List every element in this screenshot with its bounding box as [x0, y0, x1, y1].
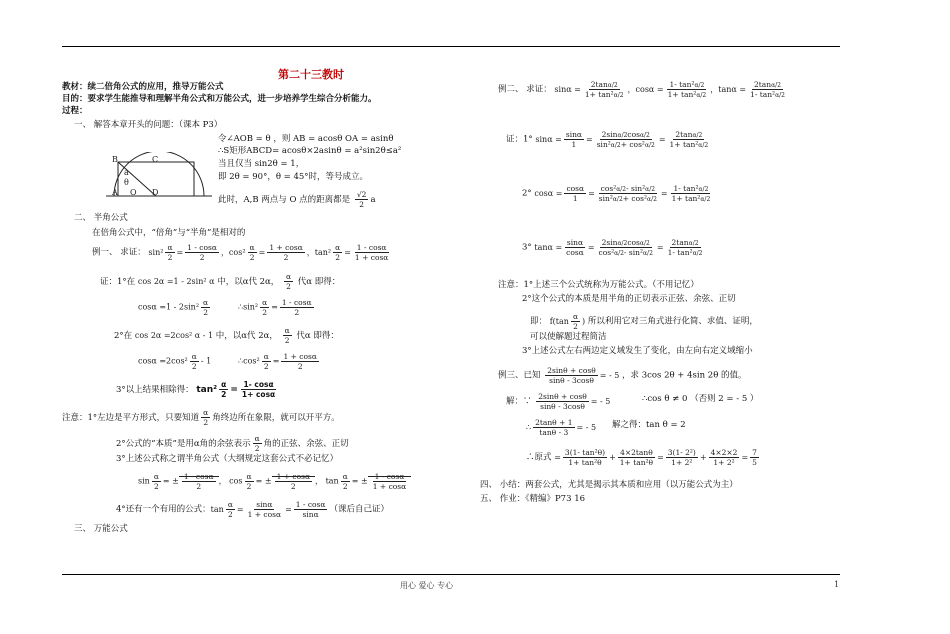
proof1-c: 代α 即得：: [297, 277, 341, 287]
proof2-result: cosα =2cos² $\frac{\alpha}{2}$ - 1: [138, 352, 212, 371]
proof3-formula: tan² $\frac{\alpha}{2}$ = $\frac{1- \cos\alpha}{1+ \cos\alpha}$: [196, 380, 276, 399]
uproof2-label: 2°: [522, 188, 532, 199]
unote2b-a: 即：: [530, 316, 548, 327]
example3-row: [498, 366, 747, 385]
solution-line-2: ∴S矩形ABCD= acosθ×2asinθ = a²sin2θ≤a²: [218, 146, 402, 156]
uproof1-label: 证：1°: [506, 134, 533, 145]
page-title: 第二十三教时: [278, 68, 344, 81]
distance-unit: a: [370, 195, 376, 205]
unote3: 3°上述公式左右两边定义域发生了变化，由左向右定义域缩小: [522, 346, 753, 356]
orig-formula: = $\frac{\text{3(1- tan²θ)}}{\text{1+ tan²θ}}$ + $\frac{4\times 2\tan\theta}{\text{1+ tan²θ}}$ = $\frac{\text{3(1- 2²)}}{\text{1+ 2²}}$ + $\frac{4\times 2\times 2}{\text{1+ 2²}}$ = $\frac{7}{5}$: [554, 448, 757, 467]
label-B: B: [112, 155, 118, 164]
note1-row: 注意：1°左边是平方形式，只要知道 $\frac{\alpha}{2}$ 角终边所在象限，就可以开平方。: [62, 408, 340, 427]
example2-row: [498, 80, 789, 99]
section2-intro: 在倍角公式中，“倍角”与“半角”是相对的: [92, 228, 246, 238]
proof1-result: cosα =1 - 2sin² $\frac{\alpha}{2}$: [138, 298, 209, 317]
solution-line-5: [218, 190, 376, 209]
page-number: 1: [834, 580, 840, 589]
solve2-formula: ∴ $\frac{2\tan\theta + 1}{\tan\theta - 3}$ = - 5: [526, 418, 597, 437]
solve2-result: 解之得：tan θ = 2: [612, 420, 686, 430]
solution-line-4: 即 2θ = 90°，θ = 45°时，等号成立。: [218, 172, 369, 182]
unote2b-row: [530, 312, 758, 331]
section1-heading: 一、 解答本章开头的问题：（课本 P3）: [74, 120, 223, 130]
distance-den: 2: [359, 200, 365, 209]
example1-row: [92, 243, 392, 262]
solution-line-3: 当且仅当 sin2θ = 1，: [218, 159, 305, 169]
section3-heading: 三、 万能公式: [74, 524, 128, 534]
proof3-row: [116, 380, 279, 399]
example3-a: 例三、已知: [498, 370, 541, 381]
example3-given: $\frac{2\sin\theta + \cos\theta}{\sin\theta - 3\cos\theta}$ = - 5: [547, 366, 620, 385]
note1-b: 角终边所在象限，就可以开平方。: [212, 413, 340, 423]
proof1-half: $\frac{\alpha}{2}$: [286, 272, 292, 291]
bottom-rule: [62, 574, 840, 575]
note2-a: 2°公式的“本质”是用α角的余弦表示: [116, 439, 251, 449]
universal-formulas: sinα = $\frac{2\tan\alpha/2}{\text{1+ tan²α/2}}$ ，cosα = $\frac{\text{1- tan²α/2}}{\text{1+ tan²α/2}}$ ，tanα = $\frac{2\tan\alpha/2}{\text{1- tan²α/2}}$: [554, 80, 785, 99]
solve-formula: $\frac{2\sin\theta + \cos\theta}{\sin\theta - 3\cos\theta}$ = - 5: [538, 392, 611, 411]
solution-line-1: 令∠AOB = θ ，则 AB = acosθ OA = asinθ: [218, 134, 394, 144]
note4-formula: tan $\frac{\alpha}{2}$ = $\frac{\sin\alpha}{1 + \cos\alpha}$ = $\frac{1 - \cos\alpha}{\sin\alpha}$: [210, 500, 326, 519]
proof2-b: 中，以α代 2α，: [215, 331, 278, 341]
note3-row: 3°上述公式称之谓半角公式（大纲规定这套公式不必记忆）: [116, 454, 339, 464]
proof2-row: [114, 326, 339, 345]
proof3-label: 3°以上结果相除得：: [116, 385, 194, 395]
proof1-conclusion: ∴sin² $\frac{\alpha}{2}$ = $\frac{1 - \cos\alpha}{2}$: [238, 298, 312, 317]
note4-row: [116, 500, 389, 519]
note4-label: 4°还有一个有用的公式：: [116, 504, 211, 515]
label-A: A: [112, 188, 118, 197]
solve-row: [506, 392, 610, 411]
solve2-row: [526, 418, 596, 437]
proof2-conclusion: ∴cos² $\frac{\alpha}{2}$ = $\frac{1 + \cos\alpha}{2}$: [238, 352, 317, 371]
orig-label: ∴原式: [526, 452, 552, 463]
label-D: D: [152, 188, 159, 197]
note1-a: 注意：1°左边是平方形式，只要知道: [62, 413, 200, 423]
unote2: 2°这个公式的本质是用半角的正切表示正弦、余弦、正切: [522, 294, 736, 304]
proof2-a: 2°在: [114, 331, 133, 341]
label-theta: θ: [124, 178, 129, 187]
note4-tail: （课后自己证）: [329, 504, 389, 515]
top-rule: [62, 46, 840, 47]
semicircle-diagram: [104, 152, 214, 202]
proof2-c: 代α 即得：: [296, 331, 339, 341]
distance-text: 此时，A,B 两点与 O 点的距离都是: [218, 195, 351, 205]
example1-label: 例一、 求证：: [92, 247, 146, 258]
proof2-formula: cos 2α =2cos² α - 1: [134, 331, 214, 340]
distance-fraction: [355, 190, 369, 209]
solve-cos-row: ∴cos θ ≠ 0 （否则 2 = - 5 ）: [642, 394, 759, 404]
summary: 四、 小结：两套公式，尤其是揭示其本质和应用（以万能公式为主）: [480, 480, 738, 490]
label-C: C: [152, 155, 159, 164]
section2-heading: 二、 半角公式: [74, 213, 128, 223]
solve-label: 解：∵: [506, 396, 532, 407]
unote2b-b: 所以利用它对三角式进行化简、求值、证明，: [587, 316, 758, 327]
uproof3-row: [522, 238, 707, 257]
footer-text: 用心 爱心 专心: [400, 581, 454, 590]
purpose-line: 目的：要求学生能推导和理解半角公式和万能公式，进一步培养学生综合分析能力。: [62, 94, 377, 104]
orig-row: [526, 448, 761, 467]
proof1-formula: cos 2α =1 - 2sin² α: [137, 277, 215, 286]
uproof3-formula: tanα = $\frac{\sin\alpha}{\cos\alpha}$ = $\frac{2\sin\alpha/2\cos\alpha/2}{\text{cos²α/2- sin²α/2}}$ = $\frac{2\tan\alpha/2}{\text{1- tan²α/2}}$: [534, 238, 703, 257]
material-line: 教材：续二倍角公式的应用，推导万能公式: [62, 82, 224, 92]
note2-row: 2°公式的“本质”是用α角的余弦表示 $\frac{\alpha}{2}$ 角的正弦、余弦、正切: [116, 434, 349, 453]
process-line: 过程：: [62, 106, 88, 116]
uproof2-row: [522, 184, 714, 203]
unote2b-formula: f(tan $\frac{\alpha}{2}$ ): [549, 312, 586, 331]
homework: 五、 作业：《精编》P73 16: [480, 494, 586, 504]
example3-b: ，求 3cos 2θ + 4sin 2θ 的值。: [622, 370, 747, 381]
label-a: a: [124, 168, 129, 177]
note2-b: 角的正弦、余弦、正切: [263, 439, 349, 449]
uproof3-label: 3°: [522, 242, 532, 253]
unote1: 注意：1°上述三个公式统称为万能公式。（不用记忆）: [498, 280, 699, 290]
unote2c: 可以使解题过程简洁: [530, 332, 607, 342]
half-angle-formulas: sin² $\frac{\alpha}{2}$ = $\frac{1 - \cos\alpha}{2}$ ，cos² $\frac{\alpha}{2}$ = $\frac{1 + \cos\alpha}{2}$ ，tan² $\frac{\alpha}{2}$ = $\frac{1 - \cos\alpha}{1 + \cos\alpha}$: [148, 243, 389, 262]
example2-label: 例二、 求证：: [498, 84, 552, 95]
uproof1-row: [506, 130, 712, 149]
label-O: O: [130, 188, 137, 197]
half-angle-roots: sin $\frac{\alpha}{2}$ = ± $\frac{1 - \cos\alpha}{2}$ ， cos $\frac{\alpha}{2}$ = ± $\frac{1 + \cos\alpha}{2}$ ， tan $\frac{\alpha}{2}$ = ± $\frac{1 - \cos\alpha}{1 + \cos\alpha}$: [138, 472, 411, 491]
proof1-row: [100, 272, 340, 291]
proof2-half: $\frac{\alpha}{2}$: [284, 326, 290, 345]
proof1-a: 证：1°在: [100, 277, 136, 287]
uproof2-formula: cosα = $\frac{\cos\alpha}{1}$ = $\frac{\text{cos²α/2- sin²α/2}}{\text{sin²α/2+ cos²α/2}}$ = $\frac{\text{1- tan²α/2}}{\text{1+ tan²α/2}}$: [534, 184, 711, 203]
uproof1-formula: sinα = $\frac{\sin\alpha}{1}$ = $\frac{2\sin\alpha/2\cos\alpha/2}{\text{sin²α/2+ cos²α/2}}$ = $\frac{2\tan\alpha/2}{\text{1+ tan²α/2}}$: [535, 130, 709, 149]
distance-num: √2: [356, 190, 367, 199]
proof1-b: 中，以α代 2α，: [217, 277, 280, 287]
